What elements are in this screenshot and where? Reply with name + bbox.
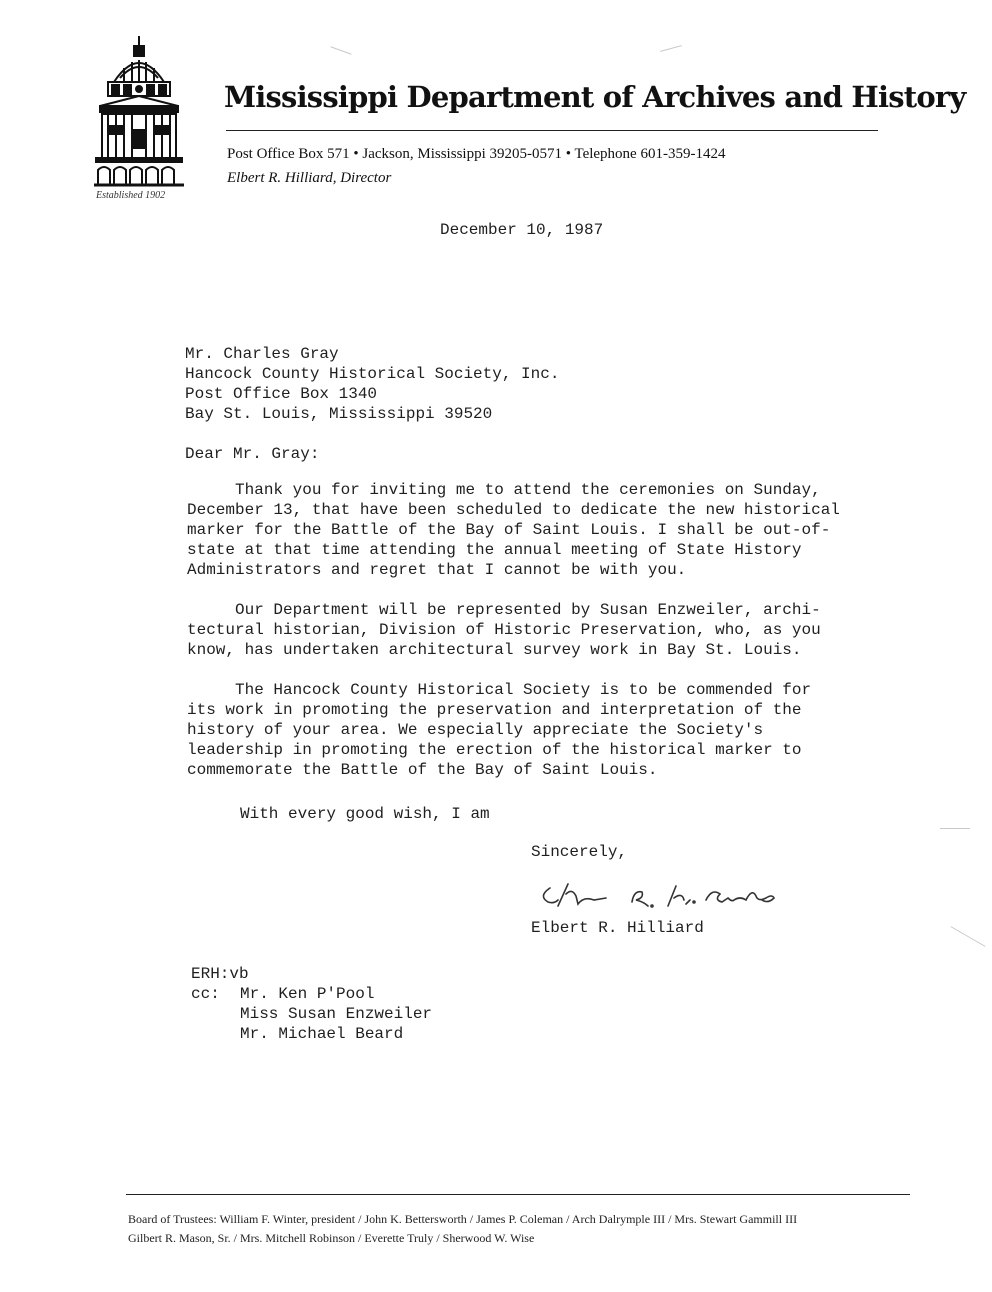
recipient-line: Hancock County Historical Society, Inc. [185, 365, 560, 383]
recipient-address [185, 344, 559, 424]
scan-mark [950, 926, 985, 947]
cc-recipient: Mr. Michael Beard [240, 1025, 404, 1043]
body-paragraph [187, 680, 867, 780]
paragraph-line: state at that time attending the annual meeting of State History [187, 541, 802, 559]
letterhead-divider [226, 130, 878, 131]
organization-name: Mississippi Department of Archives and History [224, 80, 966, 114]
recipient-line: Bay St. Louis, Mississippi 39520 [185, 405, 493, 423]
organization-address: Post Office Box 571 • Jackson, Mississippi 39205-0571 • Telephone 601-359-1424 [227, 146, 726, 162]
board-of-trustees [128, 1210, 918, 1248]
footer-divider [126, 1194, 910, 1195]
cc-recipient: Miss Susan Enzweiler [240, 1005, 433, 1023]
salutation: Dear Mr. Gray: [185, 445, 320, 463]
paragraph-line: tectural historian, Division of Historic Preservation, who, as you [187, 621, 821, 639]
letter-date: December 10, 1987 [440, 221, 604, 239]
body-paragraph [187, 600, 867, 660]
typist-initials: ERH:vb [191, 965, 249, 983]
signer-name: Elbert R. Hilliard [531, 919, 704, 937]
paragraph-line: December 13, that have been scheduled to dedicate the new historical [187, 501, 840, 519]
trustees-line: Gilbert R. Mason, Sr. / Mrs. Mitchell Robinson / Everette Truly / Sherwood W. Wise [128, 1231, 535, 1245]
paragraph-line: Administrators and regret that I cannot be with you. [187, 561, 687, 579]
closing-line: With every good wish, I am [240, 805, 490, 823]
recipient-line: Post Office Box 1340 [185, 385, 378, 403]
paragraph-line: know, has undertaken architectural survey work in Bay St. Louis. [187, 641, 802, 659]
paragraph-line: its work in promoting the preservation and interpretation of the [187, 701, 802, 719]
paragraph-line: leadership in promoting the erection of the historical marker to [187, 741, 802, 759]
cc-label: cc: [191, 985, 220, 1003]
established-year: Established 1902 [96, 190, 166, 201]
complimentary-close: Sincerely, [531, 843, 628, 861]
paragraph-line: commemorate the Battle of the Bay of Saint Louis. [187, 761, 658, 779]
trustees-line: Board of Trustees: William F. Winter, president / John K. Bettersworth / James P. Coleman / Arch Dalrymple III / Mrs. Stewart Gammill III [128, 1212, 798, 1226]
scan-mark [940, 828, 970, 829]
director-line: Elbert R. Hilliard, Director [227, 170, 392, 186]
handwritten-signature [536, 876, 806, 920]
paragraph-line: Our Department will be represented by Susan Enzweiler, archi- [187, 601, 821, 619]
paragraph-line: history of your area. We especially appreciate the Society's [187, 721, 764, 739]
scan-mark [660, 45, 682, 52]
paragraph-line: Thank you for inviting me to attend the ceremonies on Sunday, [187, 481, 821, 499]
scan-mark [330, 46, 351, 54]
recipient-line: Mr. Charles Gray [185, 345, 339, 363]
cc-list [240, 984, 432, 1044]
capitol-dome-icon [94, 34, 204, 202]
paragraph-line: marker for the Battle of the Bay of Saint Louis. I shall be out-of- [187, 521, 831, 539]
cc-recipient: Mr. Ken P'Pool [240, 985, 375, 1003]
body-paragraph [187, 480, 867, 580]
paragraph-line: The Hancock County Historical Society is to be commended for [187, 681, 812, 699]
